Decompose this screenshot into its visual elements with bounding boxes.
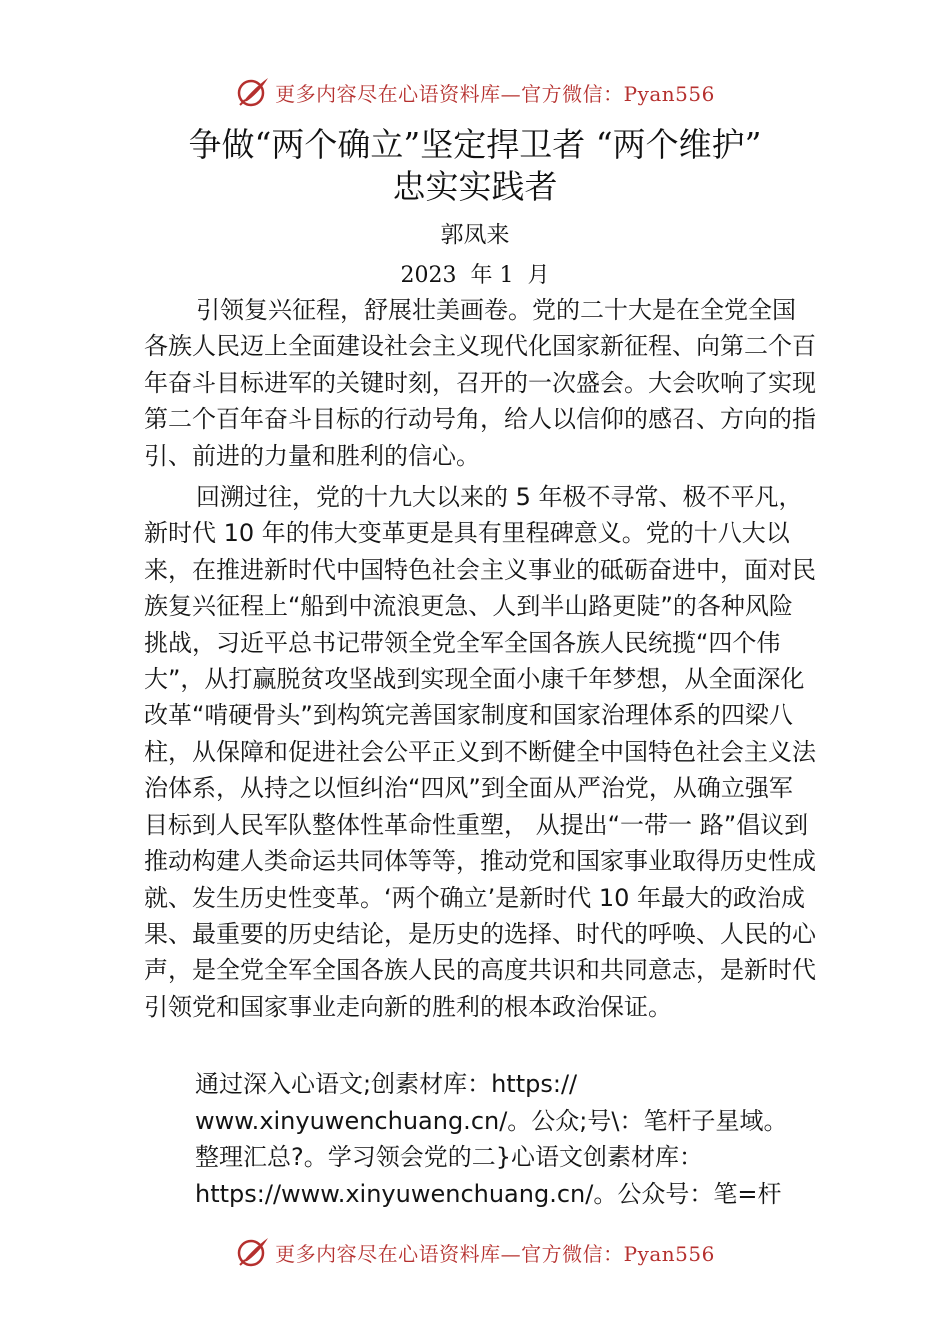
source-note-line: www.xinyuwenchuang.cn/。公众;号\：笔杆子星域。 <box>195 1106 788 1135</box>
watermark-text: 更多内容尽在心语资料库—官方微信：Pyan556 <box>275 81 715 106</box>
source-note-line: 通过深入心语文;创素材库：https:// <box>195 1070 578 1098</box>
watermark-text: 更多内容尽在心语资料库—官方微信：Pyan556 <box>275 1241 715 1266</box>
source-note-line: https://www.xinyuwenchuang.cn/。公众号：笔=杆 <box>195 1179 782 1208</box>
paragraph-1: 引领复兴征程，舒展壮美画卷。党的二十大是在全党全国各族人民迈上全面建设社会主义现代化国家新征程、向第二个百年奋斗目标进军的关键时刻，召开的一次盛会。大会吹响了实现第二个百年奋斗目标的行动号角，给人以信仰的感召、方向的指引、前进的力量和胜利的信心。 <box>144 296 816 470</box>
quill-pen-icon <box>235 1234 271 1270</box>
title-line-1: 争做“两个确立”坚定捍卫者 “两个维护” <box>188 125 762 164</box>
title-line-2: 忠实实践者 <box>392 167 558 206</box>
date: 2023 年 1 月 <box>400 263 550 288</box>
watermark-banner-bottom <box>0 1232 950 1272</box>
source-note-line: 整理汇总?。学习领会党的二}心语文创素材库： <box>195 1143 704 1171</box>
author: 郭凤来 <box>440 222 510 248</box>
source-note <box>195 1066 835 1212</box>
watermark-banner-top <box>0 72 950 112</box>
paragraph-2: 回溯过往，党的十九大以来的 5 年极不寻常、极不平凡，新时代 10 年的伟大变革更是具有里程碑意义。党的十八大以来，在推进新时代中国特色社会主义事业的砥砺奋进中，面对民族复兴征程上“船到中流浪更急、人到半山路更陡”的各种风险挑战，习近平总书记带领全党全军全国各族人民统揽“四个伟大”，从打赢脱贫攻坚战到实现全面小康千年梦想，从全面深化改革“啃硬骨头”到构筑完善国家制度和国家治理体系的四梁八柱，从保障和促进社会公平正义到不断健全中国特色社会主义法治体系，从持之以恒纠治“四风”到全面从严治党，从确立强军目标到人民军队整体性革命性重塑， 从提出“一带一 路”倡议到推动构建人类命运共同体等等，推动党和国家事业取得历史性成就、发生历史性变革。‘两个确立’是新时代 10 年最大的政治成果、最重要的历史结论，是历史的选择、时代的呼唤、人民的心声，是全党全军全国各族人民的高度共识和共同意志，是新时代引领党和国家事业走向新的胜利的根本政治保证。 <box>144 483 816 1021</box>
document-title <box>0 124 950 208</box>
article-body <box>144 292 816 1025</box>
quill-pen-icon <box>235 74 271 110</box>
